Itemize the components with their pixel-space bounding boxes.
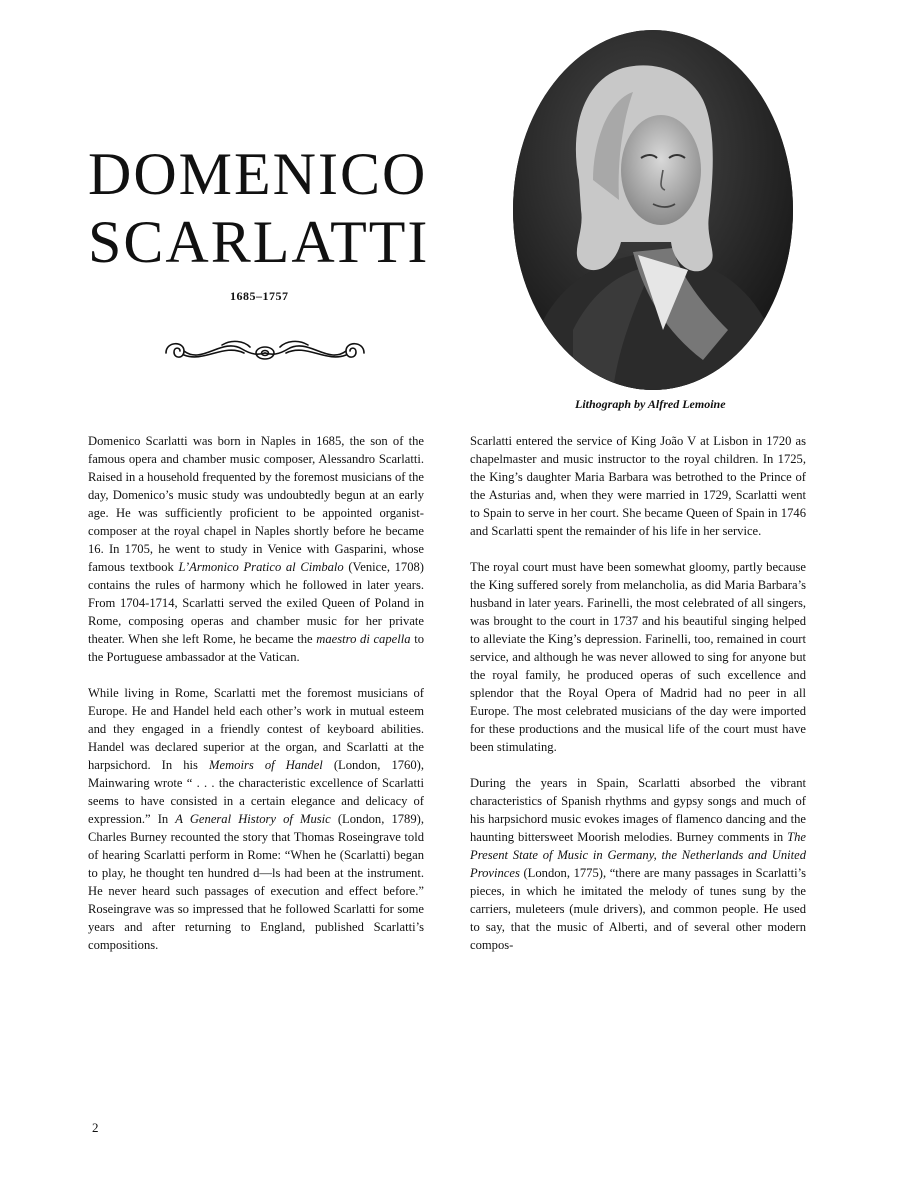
paragraph [470, 558, 806, 756]
italic-title-run: L’Armonico Pratico al Cimbalo [178, 560, 344, 574]
portrait-illustration-icon [513, 30, 793, 390]
text-run: During the years in Spain, Scarlatti absorbed the vibrant characteristics of Spanish rhythms and gypsy songs and much of his harpsichord music evokes images of flamenco dancing and the haunting bittersweet Moorish melodies. Burney comments in [470, 776, 806, 844]
italic-title-run: A General History of Music [175, 812, 331, 826]
title-line-first-name: DOMENICO [88, 141, 428, 207]
text-run: (Venice, 1708) contains the rules of harmony which he followed in later years. From 1704-1714, Scarlatti served the exiled Queen of Poland in Rome, composing operas and chamber music for her private theater. When she left Rome, he became the [88, 560, 424, 646]
text-column-right [470, 432, 806, 972]
paragraph [88, 684, 424, 954]
portrait-image [513, 30, 793, 390]
text-column-left [88, 432, 424, 972]
paragraph [88, 432, 424, 666]
paragraph [470, 774, 806, 954]
text-run: (London, 1760), Mainwaring wrote “ . . . the characteristic excellence of Scarlatti seems to have consisted in a certain elegance and delicacy of expression.” In [88, 758, 424, 826]
italic-title-run: The Present State of Music in Germany, the Netherlands and United Provinces [470, 830, 806, 880]
page-title [88, 140, 429, 276]
text-run: (London, 1775), “there are many passages in Scarlatti’s pieces, in which he imitated the melody of tunes sung by the carriers, muleteers (mule drivers), and common people. He used to say, that the music of Alberti, and of several other modern compos- [470, 866, 806, 952]
portrait-caption: Lithograph by Alfred Lemoine [575, 397, 726, 411]
text-run: Scarlatti entered the service of King João V at Lisbon in 1720 as chapelmaster and music instructor to the royal children. In 1725, the King’s daughter Maria Barbara was betrothed to the Prince of the Asturias and, when they were married in 1729, Scarlatti went to Spain to serve in her court. She became Queen of Spain in 1746 and Scarlatti spent the remainder of his life in her service. [470, 434, 806, 538]
scroll-ornament-icon [162, 333, 368, 373]
paragraph [470, 432, 806, 540]
text-run: The royal court must have been somewhat gloomy, partly because the King suffered sorely from melancholia, as did Maria Barbara’s husband in later years. Farinelli, the most celebrated of all singers, was brought to the court in 1737 and his beautiful singing helped to alleviate the King’s depression. Farinelli, too, remained in court service, and although he was never allowed to sing for anyone but the royal family, he produced operas of such excellence and splendor that the Royal Opera of Madrid had no peer in all Europe. The most celebrated musicians of the day were imported for these productions and the musical life of the court must have been stimulating. [470, 560, 806, 754]
italic-title-run: Memoirs of Handel [209, 758, 323, 772]
text-run: (London, 1789), Charles Burney recounted the story that Thomas Roseingrave told of hearing Scarlatti perform in Rome: “When he (Scarlatti) began to play, he thought ten hundred d—ls had been at the instrument. He never heard such passages of execution and effect before.” Roseingrave was so impressed that he followed Scarlatti for some years and after returning to England, published Scarlatti’s compositions. [88, 812, 424, 952]
title-line-surname: SCARLATTI [88, 209, 430, 275]
text-run: to the Portuguese ambassador at the Vatican. [88, 632, 424, 664]
italic-title-run: maestro di capella [316, 632, 411, 646]
text-run: While living in Rome, Scarlatti met the foremost musicians of Europe. He and Handel held each other’s work in mutual esteem and they engaged in a friendly contest of keyboard abilities. Handel was declared superior at the organ, and Scarlatti at the harpsichord. In his [88, 686, 424, 772]
life-dates: 1685–1757 [230, 289, 289, 303]
text-run: Domenico Scarlatti was born in Naples in 1685, the son of the famous opera and chamber music composer, Alessandro Scarlatti. Raised in a household frequented by the foremost musicians of the day, Domenico’s music study was undoubtedly begun at an early age. He was sufficiently proficient to be appointed organist-composer at the royal chapel in Naples shortly before he became 16. In 1705, he went to study in Venice with Gasparini, whose famous textbook [88, 434, 424, 574]
page-number: 2 [92, 1120, 99, 1135]
